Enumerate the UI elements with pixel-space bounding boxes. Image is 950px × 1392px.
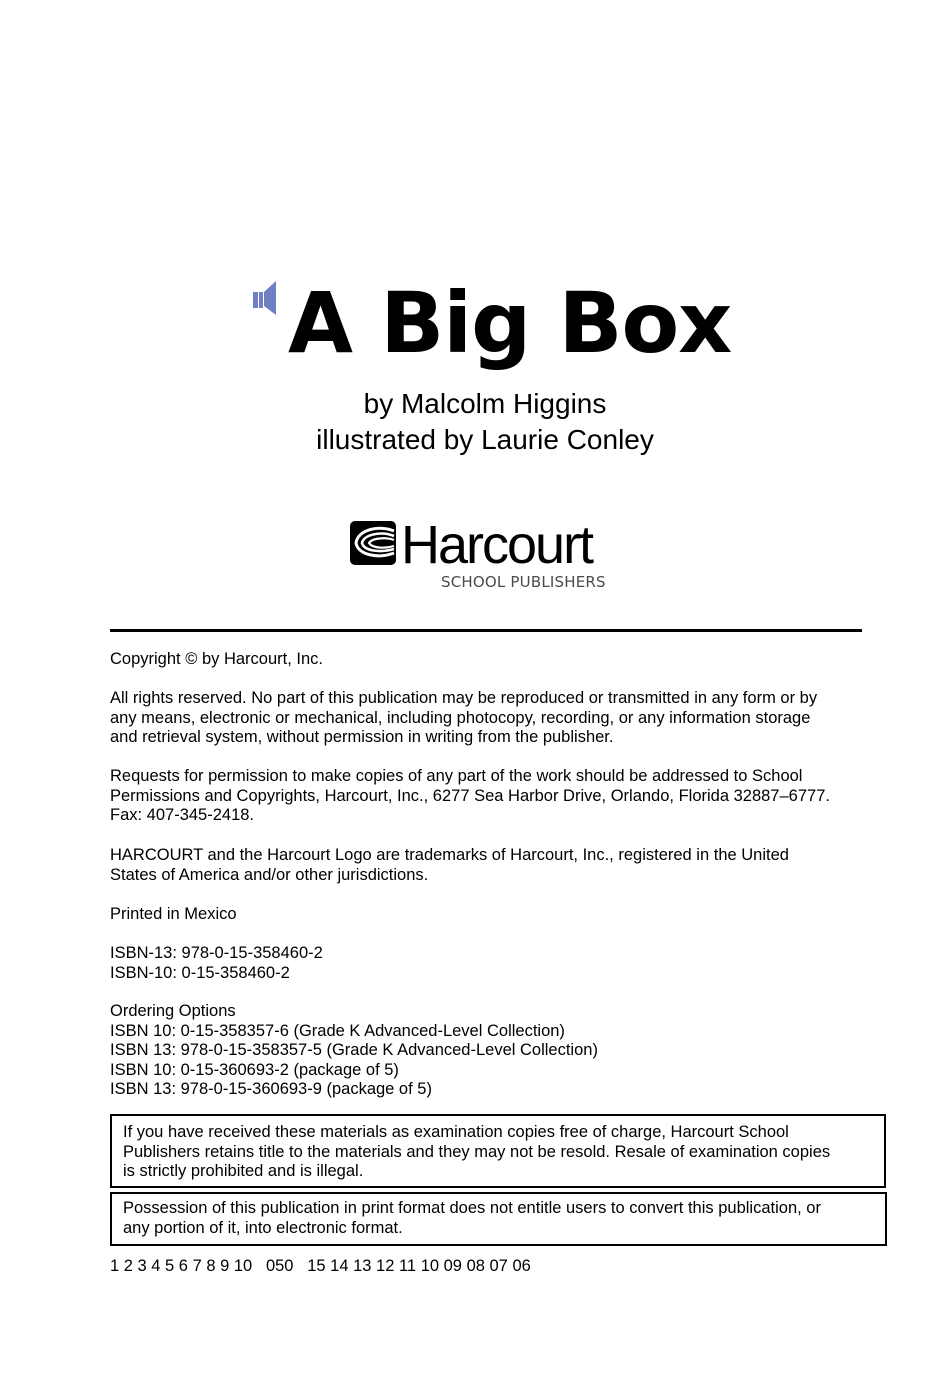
printed-in [110,905,870,925]
examination-copy-notice [110,1114,886,1188]
rights-line: and retrieval system, without permission in writing from the publisher. [110,728,614,747]
ordering-option: ISBN 10: 0-15-358357-6 (Grade K Advanced-Level Collection) [110,1021,565,1040]
printed-line: Printed in Mexico [110,905,237,923]
author-line: by Malcolm Higgins [363,388,607,419]
examination-line: Publishers retains title to the materials and they may not be resold. Resale of examination copies [123,1142,831,1161]
electronic-line: any portion of it, into electronic format. [123,1218,403,1237]
ordering-option: ISBN 13: 978-0-15-358357-5 (Grade K Advanced-Level Collection) [110,1041,598,1060]
rights-line: All rights reserved. No part of this publication may be reproduced or transmitted in any form or by [110,689,818,707]
book-title: A Big Box [288,274,732,372]
requests-line: Requests for permission to make copies of any part of the work should be addressed to School [110,767,803,785]
ordering-option: ISBN 10: 0-15-360693-2 (package of 5) [110,1060,399,1079]
electronic-line: Possession of this publication in print format does not entitle users to convert this publication, or [123,1199,821,1217]
isbn-line: ISBN-10: 0-15-358460-2 [110,963,290,982]
electronic-format-notice [110,1192,887,1246]
copyright-notice [110,650,870,670]
trademark-line: States of America and/or other jurisdictions. [110,865,429,884]
examination-line: is strictly prohibited and is illegal. [123,1162,364,1181]
illustrator-line: illustrated by Laurie Conley [316,424,654,455]
trademark-line: HARCOURT and the Harcourt Logo are trademarks of Harcourt, Inc., registered in the United [110,846,789,864]
copyright-line: Copyright © by Harcourt, Inc. [110,650,323,668]
permissions-request [110,767,880,826]
ordering-heading: Ordering Options [110,1002,236,1020]
publisher-division: SCHOOL PUBLISHERS [441,573,606,591]
speaker-icon[interactable] [251,280,279,316]
print-line: 1 2 3 4 5 6 7 8 9 10 050 15 14 13 12 11 10 09 08 07 06 [110,1257,531,1275]
ordering-options [110,1002,870,1100]
trademark-notice [110,846,870,885]
publisher-name: Harcourt [401,515,593,575]
requests-line: Permissions and Copyrights, Harcourt, Inc., 6277 Sea Harbor Drive, Orlando, Florida 32887–6777. [110,786,830,805]
ordering-option: ISBN 13: 978-0-15-360693-9 (package of 5) [110,1080,432,1099]
isbn-block [110,944,870,983]
speaker-icon-graphic [251,280,279,316]
rights-line: any means, electronic or mechanical, including photocopy, recording, or any information storage [110,708,811,727]
examination-line: If you have received these materials as examination copies free of charge, Harcourt School [123,1123,789,1141]
harcourt-logo-icon [350,521,396,565]
rights-statement [110,689,870,748]
divider [110,629,862,632]
requests-line: Fax: 407-345-2418. [110,806,255,825]
isbn-line: ISBN-13: 978-0-15-358460-2 [110,944,323,962]
